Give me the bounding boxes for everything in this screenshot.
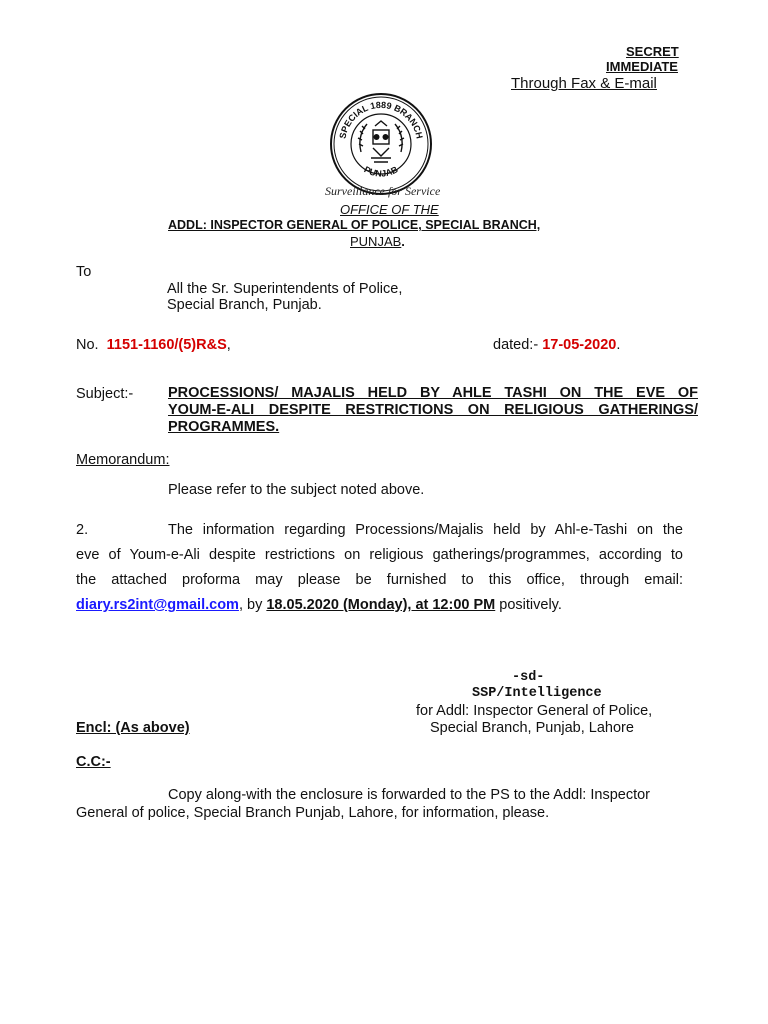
signature-line1: for Addl: Inspector General of Police, [416,703,653,719]
subject-label: Subject:- [76,386,134,402]
special-branch-seal-icon [327,90,435,198]
subject-line1: PROCESSIONS/ MAJALIS HELD BY AHLE TASHI ON THE EVE OF [168,385,698,401]
svg-text:PUNJAB [362,164,400,179]
dated-suffix: . [616,337,621,353]
seal-motto: Surveillance for Service [325,184,441,198]
dated-label: dated:- [493,337,539,353]
para2-line4 [76,597,562,613]
reference-date [493,337,620,353]
no-suffix: , [226,337,231,353]
seal-top-text: SPECIAL 1889 BRANCH [337,99,425,140]
transmission-channel [511,75,657,92]
end-text: positively. [495,597,562,613]
no-value: 1151-1160/(5)R&S [106,337,227,353]
cc-line1: Copy along-with the enclosure is forwarded to the PS to the Addl: Inspector [168,787,650,803]
email-link[interactable]: diary.rs2int@gmail.com [76,597,239,613]
dated-value: 17-05-2020 [542,337,617,353]
svg-text:SPECIAL 1889 BRANCH [337,100,424,140]
cc-label: C.C:- [76,754,111,770]
to-label: To [76,264,92,280]
seal-bottom-text: PUNJAB [362,164,400,179]
classification-label: SECRET [626,44,679,59]
subject-line3: PROGRAMMES. [168,419,280,435]
priority-label: IMMEDIATE [606,59,678,74]
addressee-line2: Special Branch, Punjab. [167,297,322,313]
para2-line1: The information regarding Processions/Majalis held by Ahl-e-Tashi on the [168,522,683,538]
cc-line2: General of police, Special Branch Punjab, Lahore, for information, please. [76,805,550,821]
signature-title: SSP/Intelligence [472,686,602,701]
para2-line3: the attached proforma may please be furnished to this office, through email: [76,572,683,588]
office-location [350,234,405,249]
addressee-line1: All the Sr. Superintendents of Police, [167,281,403,297]
deadline: 18.05.2020 (Monday), at 12:00 PM [266,597,496,613]
by-text: , by [238,597,267,613]
para2-number: 2. [76,522,89,538]
channel-text: Through Fax & E-mail [511,75,657,92]
office-province: PUNJAB [350,234,402,249]
subject-line2: YOUM-E-ALI DESPITE RESTRICTIONS ON RELIGIOUS GATHERINGS/ [168,402,698,418]
office-province-suffix: . [401,234,405,249]
no-label: No. [76,337,99,353]
memorandum-heading: Memorandum: [76,452,170,468]
signature-line2: Special Branch, Punjab, Lahore [430,720,634,736]
office-title: ADDL: INSPECTOR GENERAL OF POLICE, SPECIAL BRANCH, [168,218,541,232]
office-of-the: OFFICE OF THE [340,202,439,217]
enclosure-note: Encl: (As above) [76,720,190,736]
memo-para1: Please refer to the subject noted above. [168,482,425,498]
para2-line2: eve of Youm-e-Ali despite restrictions on religious gatherings/programmes, according to [76,547,683,563]
signature-sd: -sd- [512,670,545,685]
reference-number [76,337,231,353]
